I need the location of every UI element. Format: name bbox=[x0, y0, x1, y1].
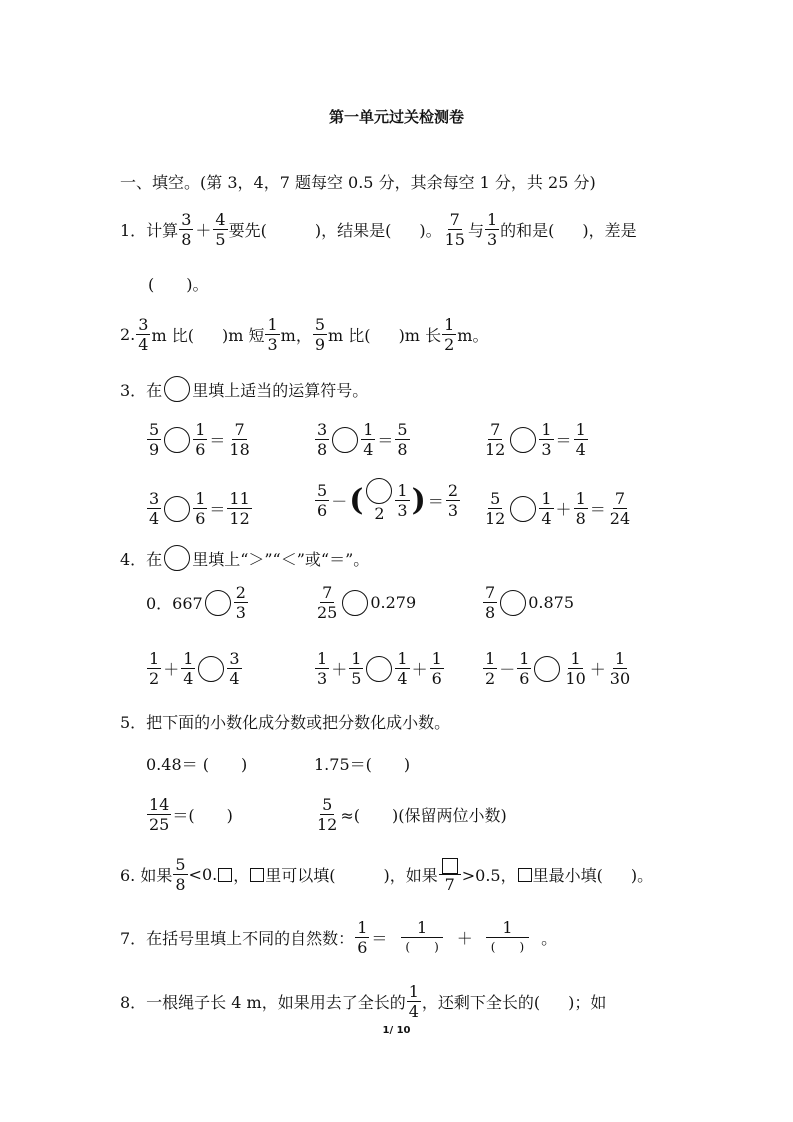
q6-text-g: >0.5， bbox=[461, 866, 517, 885]
q6-text-i: )。 bbox=[630, 866, 654, 885]
fraction bbox=[213, 210, 227, 249]
denominator: 6 bbox=[519, 669, 530, 688]
q4-text-a: 4．在 bbox=[120, 549, 163, 569]
question-1-line-2 bbox=[148, 272, 209, 295]
q3-expr-1 bbox=[146, 420, 253, 459]
fraction bbox=[407, 982, 421, 1021]
q5-item-3[interactable] bbox=[146, 795, 233, 834]
decimal-value: 0.279 bbox=[370, 593, 417, 612]
square-blank bbox=[218, 868, 232, 882]
fraction bbox=[136, 315, 150, 354]
numerator-square bbox=[439, 855, 461, 875]
equals-sign: ＝ bbox=[589, 500, 606, 519]
fraction bbox=[349, 649, 363, 688]
fraction bbox=[315, 649, 329, 688]
numerator: 5 bbox=[397, 420, 408, 439]
question-7 bbox=[120, 918, 557, 957]
question-8 bbox=[120, 982, 606, 1021]
denominator: 3 bbox=[541, 440, 552, 459]
q2-text-a: 2. bbox=[120, 325, 136, 344]
compare-circle-input[interactable] bbox=[366, 656, 392, 682]
q1-text-e: 与 bbox=[467, 221, 484, 240]
section-heading-text: 一、填空。(第 3，4，7 题每空 0.5 分，其余每空 1 分，共 25 分) bbox=[120, 173, 596, 192]
q2-text-c: )m 短 bbox=[221, 326, 265, 345]
numerator: 11 bbox=[229, 489, 250, 508]
q5-item-2[interactable] bbox=[314, 752, 410, 775]
q3-expr-3 bbox=[482, 420, 589, 459]
denominator: 3 bbox=[486, 230, 498, 249]
q5-item-4[interactable] bbox=[314, 795, 507, 834]
fraction bbox=[483, 420, 507, 459]
fraction bbox=[395, 649, 409, 688]
q6-text-c: ， bbox=[233, 866, 250, 885]
q1-text-g: )，差是 bbox=[582, 221, 637, 240]
fraction bbox=[483, 583, 497, 622]
numerator: 1 bbox=[363, 420, 374, 439]
equals-sign: ＝ bbox=[377, 431, 394, 450]
numerator: 1 bbox=[317, 649, 328, 668]
q8-text-b: ，还剩下全长的( bbox=[421, 993, 541, 1012]
q4-compare-6 bbox=[482, 649, 633, 688]
numerator: 1 bbox=[401, 918, 443, 938]
fraction bbox=[315, 481, 329, 520]
fraction bbox=[439, 855, 461, 894]
numerator: 5 bbox=[490, 489, 501, 508]
denominator: 9 bbox=[149, 440, 160, 459]
fraction bbox=[147, 795, 171, 834]
square-blank bbox=[442, 858, 458, 874]
q3-expr-2 bbox=[314, 420, 411, 459]
circle-blank bbox=[164, 376, 190, 402]
denominator: 25 bbox=[317, 603, 338, 622]
numerator: 1 bbox=[541, 420, 552, 439]
section-1-heading bbox=[120, 170, 596, 193]
numerator: 1 bbox=[486, 918, 528, 938]
denominator: 3 bbox=[235, 603, 246, 622]
denominator: 2 bbox=[485, 669, 496, 688]
denominator: 9 bbox=[314, 335, 326, 354]
numerator: 7 bbox=[485, 583, 496, 602]
close-bracket: ) bbox=[411, 482, 426, 518]
operator-circle-input[interactable] bbox=[164, 496, 190, 522]
denominator: 4 bbox=[397, 669, 408, 688]
fraction bbox=[227, 649, 241, 688]
numerator: 14 bbox=[149, 795, 170, 814]
q3-expr-6 bbox=[482, 489, 633, 528]
numerator: 1 bbox=[575, 420, 586, 439]
numerator: 1 bbox=[485, 649, 496, 668]
decimal-value: 0.875 bbox=[528, 593, 574, 612]
denominator: 25 bbox=[149, 815, 170, 834]
numerator: 3 bbox=[138, 315, 149, 334]
q6-text-e: )，如果 bbox=[383, 866, 438, 885]
q1-text-a: 1．计算 bbox=[120, 221, 179, 240]
numerator: 1 bbox=[195, 489, 206, 508]
denominator: 8 bbox=[175, 875, 186, 894]
equals-sign: ＝ bbox=[371, 929, 388, 948]
numerator: 1 bbox=[149, 649, 160, 668]
numerator: 1 bbox=[183, 649, 194, 668]
denominator-blank: ( ) bbox=[490, 940, 525, 954]
denominator: 4 bbox=[229, 669, 240, 688]
operator-circle-input[interactable] bbox=[366, 478, 392, 504]
fraction bbox=[147, 649, 161, 688]
plus-sign: ＋ bbox=[195, 221, 212, 240]
fraction-blank-denominator[interactable] bbox=[475, 918, 540, 957]
fraction bbox=[395, 420, 409, 459]
compare-circle-input[interactable] bbox=[342, 590, 368, 616]
denominator: 12 bbox=[229, 509, 250, 528]
numerator: 1 bbox=[486, 210, 498, 229]
denominator: 15 bbox=[444, 230, 465, 249]
denominator: 3 bbox=[447, 501, 458, 520]
fraction bbox=[563, 649, 587, 688]
fraction bbox=[173, 855, 187, 894]
minus-sign: － bbox=[499, 660, 516, 679]
q1-text-f: 的和是( bbox=[500, 221, 555, 240]
q7-text: 7．在括号里填上不同的自然数： bbox=[120, 929, 355, 948]
denominator: 30 bbox=[609, 669, 631, 688]
page-title: 第一单元过关检测卷 bbox=[328, 108, 464, 126]
numerator: 7 bbox=[614, 489, 626, 508]
fraction-blank-denominator[interactable] bbox=[389, 918, 454, 957]
fraction bbox=[193, 420, 207, 459]
numerator: 1 bbox=[408, 982, 419, 1001]
denominator: 5 bbox=[215, 230, 226, 249]
fraction bbox=[265, 315, 279, 354]
numerator: 4 bbox=[215, 210, 226, 229]
q3-expr-4 bbox=[146, 489, 253, 528]
q1-line2-text: ( )。 bbox=[148, 275, 209, 294]
square-blank bbox=[250, 868, 264, 882]
fraction bbox=[574, 489, 588, 528]
q2-text-b: m 比( bbox=[151, 326, 194, 345]
operator-circle-input[interactable] bbox=[510, 427, 536, 453]
q7-end: 。 bbox=[541, 929, 558, 948]
page-number: 1/ 10 bbox=[382, 1025, 411, 1036]
fraction bbox=[446, 481, 460, 520]
denominator: 12 bbox=[317, 815, 338, 834]
fraction bbox=[539, 420, 553, 459]
numerator: 1 bbox=[431, 649, 442, 668]
denominator: 4 bbox=[363, 440, 374, 459]
denominator: 4 bbox=[575, 440, 586, 459]
fraction bbox=[608, 649, 632, 688]
q2-text-d: m， bbox=[280, 326, 312, 345]
compare-circle-input[interactable] bbox=[534, 656, 560, 682]
numerator: 3 bbox=[149, 489, 160, 508]
question-4 bbox=[120, 545, 369, 571]
fraction bbox=[483, 489, 507, 528]
question-5 bbox=[120, 710, 450, 733]
q5-item-1[interactable] bbox=[146, 752, 247, 775]
numerator: 1 bbox=[541, 489, 552, 508]
fraction bbox=[181, 649, 195, 688]
minus-sign: － bbox=[331, 492, 348, 511]
q4-compare-3 bbox=[482, 583, 574, 622]
fraction bbox=[361, 420, 375, 459]
denominator: 6 bbox=[195, 440, 206, 459]
denominator-blank: ( ) bbox=[405, 940, 439, 954]
equals-sign: ＝ bbox=[555, 431, 572, 450]
fraction bbox=[147, 489, 161, 528]
denominator: 7 bbox=[444, 875, 455, 894]
numerator: 5 bbox=[314, 315, 326, 334]
number-two: 2 bbox=[374, 504, 385, 523]
fraction bbox=[179, 210, 193, 249]
q6-text-d: 里可以填( bbox=[265, 866, 336, 885]
denominator: 12 bbox=[485, 509, 506, 528]
numerator: 1 bbox=[195, 420, 206, 439]
numerator: 1 bbox=[397, 481, 408, 500]
denominator: 3 bbox=[267, 335, 278, 354]
q6-text-h: 里最小填( bbox=[532, 866, 603, 885]
numerator: 3 bbox=[229, 649, 240, 668]
operator-circle-input[interactable] bbox=[510, 496, 536, 522]
fraction bbox=[193, 489, 207, 528]
fraction bbox=[483, 649, 497, 688]
fraction bbox=[443, 210, 467, 249]
q1-text-d: )。 bbox=[419, 221, 442, 240]
denominator: 3 bbox=[397, 501, 408, 520]
q2-text-g: m。 bbox=[457, 326, 489, 345]
question-1 bbox=[120, 210, 637, 249]
numerator: 1 bbox=[267, 315, 278, 334]
numerator: 2 bbox=[447, 481, 458, 500]
denominator: 6 bbox=[431, 669, 442, 688]
fraction bbox=[147, 420, 161, 459]
q3-text-a: 3．在 bbox=[120, 380, 163, 400]
plus-sign: ＋ bbox=[555, 500, 572, 519]
denominator: 6 bbox=[195, 509, 206, 528]
denominator: 6 bbox=[357, 938, 368, 957]
denominator: 2 bbox=[149, 669, 160, 688]
q5-item-1-text: 0.48＝ ( ) bbox=[146, 755, 248, 774]
question-6 bbox=[120, 855, 653, 894]
numerator: 3 bbox=[317, 420, 328, 439]
plus-sign: ＋ bbox=[163, 660, 180, 679]
denominator: 8 bbox=[397, 440, 408, 459]
fraction bbox=[355, 918, 369, 957]
denominator: 3 bbox=[317, 669, 328, 688]
fraction bbox=[234, 583, 248, 622]
denominator: 4 bbox=[183, 669, 194, 688]
numerator: 2 bbox=[235, 583, 246, 602]
square-blank bbox=[518, 868, 532, 882]
denominator: 8 bbox=[181, 230, 192, 249]
circle-blank bbox=[164, 545, 190, 571]
numerator: 5 bbox=[175, 855, 186, 874]
fraction bbox=[539, 489, 553, 528]
fraction bbox=[315, 420, 329, 459]
denominator: 10 bbox=[565, 669, 586, 688]
numerator: 1 bbox=[444, 315, 455, 334]
denominator: 2 bbox=[444, 335, 455, 354]
equals-sign: ＝ bbox=[427, 492, 444, 511]
compare-circle-input[interactable] bbox=[500, 590, 526, 616]
numerator: 7 bbox=[490, 420, 501, 439]
fraction bbox=[608, 489, 632, 528]
plus-sign: ＋ bbox=[589, 660, 606, 679]
question-2 bbox=[120, 315, 488, 354]
q6-text-a: 6. 如果 bbox=[120, 866, 173, 885]
plus-sign: ＋ bbox=[411, 660, 428, 679]
operator-circle-input[interactable] bbox=[332, 427, 358, 453]
denominator: 4 bbox=[541, 509, 552, 528]
denominator: 8 bbox=[575, 509, 586, 528]
numerator: 7 bbox=[449, 210, 460, 229]
denominator: 18 bbox=[229, 440, 250, 459]
q3-expr-5 bbox=[314, 478, 461, 523]
q5-item-2-text: 1.75＝( ) bbox=[314, 755, 411, 774]
compare-circle-input[interactable] bbox=[198, 656, 224, 682]
numerator: 1 bbox=[614, 649, 626, 668]
question-3 bbox=[120, 376, 368, 402]
q5-text: 5．把下面的小数化成分数或把分数化成小数。 bbox=[120, 713, 451, 732]
fraction bbox=[574, 420, 588, 459]
fraction bbox=[315, 583, 339, 622]
open-bracket: ( bbox=[349, 482, 364, 518]
numerator: 1 bbox=[575, 489, 586, 508]
equals-sign: ＝ bbox=[209, 500, 226, 519]
operator-circle-input[interactable] bbox=[164, 427, 190, 453]
denominator: 4 bbox=[149, 509, 160, 528]
fraction bbox=[313, 315, 327, 354]
q5-item-4-text: ≈( )(保留两位小数) bbox=[340, 806, 507, 825]
numerator: 1 bbox=[519, 649, 530, 668]
fraction bbox=[227, 489, 251, 528]
numerator: 1 bbox=[397, 649, 408, 668]
q1-text-b: 要先( bbox=[228, 221, 267, 240]
bracket-inner bbox=[364, 478, 394, 523]
numerator: 1 bbox=[357, 918, 368, 937]
q4-compare-1 bbox=[146, 583, 249, 622]
equals-sign: ＝ bbox=[209, 431, 226, 450]
plus-sign: ＋ bbox=[331, 660, 348, 679]
denominator: 4 bbox=[138, 335, 149, 354]
numerator: 1 bbox=[351, 649, 362, 668]
fraction bbox=[485, 210, 499, 249]
numerator: 7 bbox=[322, 583, 333, 602]
plus-sign: ＋ bbox=[456, 929, 473, 948]
q8-text-a: 8．一根绳子长 4 m，如果用去了全长的 bbox=[120, 993, 406, 1012]
numerator: 5 bbox=[322, 795, 333, 814]
decimal-value: 0．667 bbox=[146, 594, 203, 613]
q8-text-c: )；如 bbox=[568, 993, 607, 1012]
fraction bbox=[395, 481, 409, 520]
numerator: 5 bbox=[149, 420, 160, 439]
q5-item-3-text: ＝( ) bbox=[172, 806, 233, 825]
fraction bbox=[442, 315, 456, 354]
fraction bbox=[315, 795, 339, 834]
numerator: 5 bbox=[317, 481, 328, 500]
numerator: 7 bbox=[234, 420, 245, 439]
numerator: 1 bbox=[570, 649, 581, 668]
q1-text-c: )，结果是( bbox=[314, 221, 392, 240]
q6-text-b: <0. bbox=[188, 865, 218, 884]
q4-text-b: 里填上“＞”“＜”或“＝”。 bbox=[192, 549, 370, 569]
denominator: 6 bbox=[317, 501, 328, 520]
denominator: 24 bbox=[609, 509, 631, 528]
q4-compare-2 bbox=[314, 583, 416, 622]
q2-text-e: m 比( bbox=[328, 326, 371, 345]
q4-compare-5 bbox=[314, 649, 445, 688]
q4-compare-4 bbox=[146, 649, 243, 688]
fraction bbox=[430, 649, 444, 688]
denominator: 8 bbox=[485, 603, 496, 622]
compare-circle-input[interactable] bbox=[205, 590, 231, 616]
denominator: 12 bbox=[485, 440, 506, 459]
q2-text-f: )m 长 bbox=[398, 326, 442, 345]
fraction bbox=[517, 649, 531, 688]
fraction bbox=[227, 420, 251, 459]
q3-text-b: 里填上适当的运算符号。 bbox=[192, 380, 369, 400]
denominator: 5 bbox=[351, 669, 362, 688]
denominator: 4 bbox=[408, 1002, 419, 1021]
denominator: 8 bbox=[317, 440, 328, 459]
numerator: 3 bbox=[181, 210, 192, 229]
